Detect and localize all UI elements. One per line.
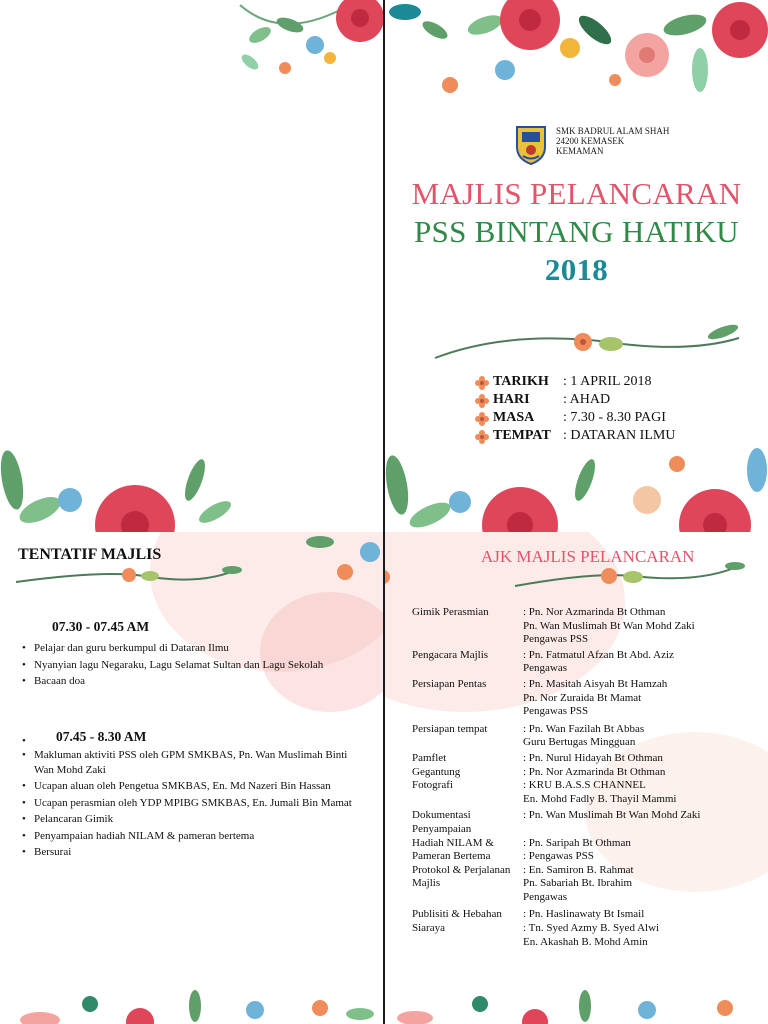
committee-row <box>412 809 762 836</box>
committee-member: Pengawas PSS <box>523 633 589 646</box>
detail-label: TARIKH <box>493 374 549 389</box>
committee-role: Persiapan tempat <box>412 722 488 735</box>
committee-member: : Pn. Fatmatul Afzan Bt Abd. Aziz <box>523 648 674 661</box>
detail-value: : 1 APRIL 2018 <box>563 374 652 389</box>
committee-member: Pn. Wan Muslimah Bt Wan Mohd Zaki <box>523 619 695 632</box>
committee-row <box>412 850 762 864</box>
committee-member: : Pn. Nor Azmarinda Bt Othman <box>523 606 666 618</box>
list-item: • Ucapan aluan oleh Pengetua SMKBAS, En. Md Nazeri Bin Hassan <box>20 779 355 794</box>
committee-member: Pengawas <box>523 662 567 675</box>
session-time: 07.45 - 8.30 AM <box>56 729 147 744</box>
floral-bottom-border <box>385 440 768 532</box>
title-year: 2018 <box>544 252 609 287</box>
detail-label: MASA <box>493 410 535 425</box>
session-time: 07.30 - 07.45 AM <box>52 619 150 634</box>
ajk-heading: AJK MAJLIS PELANCARAN <box>481 547 695 566</box>
committee-member: : En. Samiron B. Rahmat <box>523 863 634 876</box>
committee-row <box>412 908 762 949</box>
committee-row <box>412 678 762 719</box>
committee-role: Dokumentasi Penyampaian <box>412 809 472 835</box>
floral-top-border <box>220 0 383 85</box>
committee-role: Protokol & Perjalanan Majlis <box>412 863 511 890</box>
flower-bullet-icon <box>475 376 489 390</box>
committee-member <box>523 823 762 837</box>
committee-member: : Pn. Nor Azmarinda Bt Othman <box>523 765 666 778</box>
committee-row <box>412 752 762 766</box>
floral-corner <box>300 532 383 592</box>
list-item: • Pelajar dan guru berkumpul di Dataran Ilmu <box>20 641 370 656</box>
committee-member: En. Akashah B. Mohd Amin <box>523 935 648 948</box>
session-items <box>20 734 355 862</box>
committee-member: : Pn. Masitah Aisyah Bt Hamzah <box>523 677 668 690</box>
flower-bullet-icon <box>475 412 489 426</box>
committee-member: : KRU B.A.S.S CHANNEL <box>523 779 646 792</box>
committee-role: Pengacara Majlis <box>412 648 489 661</box>
title-line-2: PSS BINTANG HATIKU <box>414 214 739 249</box>
detail-label: HARI <box>493 392 530 407</box>
committee-member: En. Mohd Fadly B. Thayil Mammi <box>523 792 677 805</box>
ajk-panel <box>385 532 768 1024</box>
vine-divider <box>14 560 246 588</box>
committee-row <box>412 606 762 647</box>
list-item: • Pelancaran Gimik <box>20 812 355 827</box>
session-items <box>20 641 370 691</box>
committee-member: Guru Bertugas Mingguan <box>523 736 636 749</box>
list-item: • Penyampaian hadiah NILAM & pameran bertema <box>20 829 355 844</box>
committee-role: Fotografi <box>412 779 453 792</box>
committee-role: Hadiah NILAM & <box>412 836 494 849</box>
committee-role: Gegantung <box>412 765 461 778</box>
committee-row <box>412 766 762 780</box>
blank-back-panel <box>0 0 383 532</box>
committee-member: Pn. Nor Zuraida Bt Mamat <box>523 691 642 704</box>
school-crest-icon <box>513 123 549 165</box>
committee-member: : Pn. Saripah Bt Othman <box>523 836 631 849</box>
committee-list <box>412 606 762 949</box>
detail-value: : 7.30 - 8.30 PAGI <box>563 410 666 425</box>
committee-row <box>412 649 762 676</box>
committee-role: Persiapan Pentas <box>412 677 487 690</box>
title-line-1: MAJLIS PELANCARAN <box>411 176 742 211</box>
cover-panel <box>385 0 768 532</box>
committee-member: Pn. Sabariah Bt. Ibrahim <box>523 877 633 890</box>
detail-value: : DATARAN ILMU <box>563 428 676 443</box>
school-name: SMK BADRUL ALAM SHAH <box>556 126 670 136</box>
vine-divider <box>433 320 745 366</box>
tentatif-heading: TENTATIF MAJLIS <box>18 546 162 563</box>
tentatif-panel <box>0 532 383 1024</box>
committee-member: : Pn. Wan Fazilah Bt Abbas <box>523 722 645 735</box>
school-postcode: 24200 KEMASEK <box>556 136 625 146</box>
committee-member: : Pn. Nurul Hidayah Bt Othman <box>523 751 663 764</box>
committee-member: : Pn. Haslinawaty Bt Ismail <box>523 908 645 921</box>
list-item: • Makluman aktiviti PSS oleh GPM SMKBAS, Pn. Wan Muslimah Binti Wan Mohd Zaki <box>20 748 355 777</box>
fold-line <box>383 0 385 1024</box>
committee-member: : Tn. Syed Azmy B. Syed Alwi <box>523 922 660 935</box>
floral-top-border <box>385 0 768 112</box>
detail-label: TEMPAT <box>493 428 551 443</box>
floral-corner <box>385 532 393 592</box>
committee-member: Pengawas PSS <box>523 705 589 718</box>
committee-member: Pengawas <box>523 890 567 903</box>
floral-bottom-border <box>0 440 383 532</box>
school-address <box>556 126 669 156</box>
floral-bottom-border <box>0 984 383 1024</box>
committee-member: : Pn. Wan Muslimah Bt Wan Mohd Zaki <box>523 809 701 822</box>
school-district: KEMAMAN <box>556 146 604 156</box>
detail-value: : AHAD <box>563 392 611 407</box>
committee-role: Pameran Bertema <box>412 850 491 863</box>
committee-row <box>412 837 762 851</box>
committee-member: : Pengawas PSS <box>523 850 594 863</box>
committee-role: Gimik Perasmian <box>412 606 489 618</box>
floral-bottom-border <box>385 984 768 1024</box>
list-item: • Bacaan doa <box>20 674 370 689</box>
committee-role: Pamflet <box>412 751 447 764</box>
vine-divider <box>513 558 749 590</box>
list-item: • Ucapan perasmian oleh YDP MPIBG SMKBAS, En. Jumali Bin Mamat <box>20 796 355 811</box>
committee-row <box>412 723 762 750</box>
list-item: • Bersurai <box>20 845 355 860</box>
flower-bullet-icon <box>475 394 489 408</box>
list-item <box>20 734 355 746</box>
committee-row <box>412 779 762 806</box>
list-item: • Nyanyian lagu Negaraku, Lagu Selamat Sultan dan Lagu Sekolah <box>20 658 370 673</box>
committee-role: Publisiti & Hebahan Siaraya <box>412 908 502 935</box>
committee-row <box>412 864 762 905</box>
